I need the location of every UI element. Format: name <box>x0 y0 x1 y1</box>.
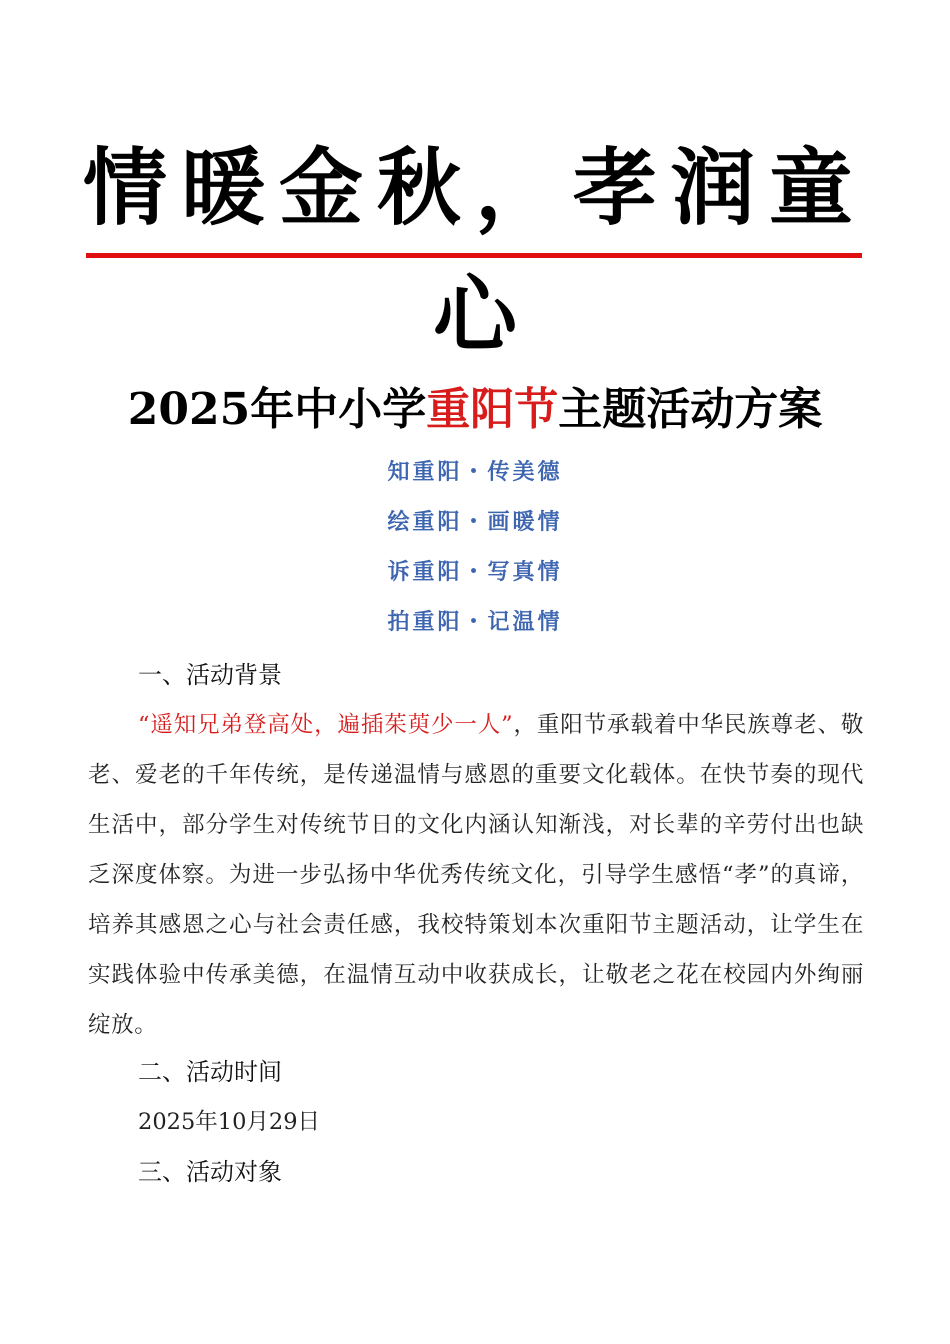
slogan-item: 拍重阳・记温情 <box>387 609 563 635</box>
subtitle <box>0 380 950 440</box>
activity-date: 2025年10月29日 <box>138 1109 321 1135</box>
background-body: ，重阳节承载着中华民族尊老、敬老、爱老的千年传统，是传递温情与感恩的重要文化载体。在快节奏的现代生活中，部分学生对传统节日的文化内涵认知渐浅，对长辈的辛劳付出也缺乏深度体察。为进一步弘扬中华优秀传统文化，引导学生感悟“孝”的真谛，培养其感恩之心与社会责任感，我校特策划本次重阳节主题活动，让学生在实践体验中传承美德，在温情互动中收获成长，让敬老之花在校园内外绚丽绽放。 <box>88 712 864 1038</box>
subtitle-highlight: 重阳节 <box>426 384 559 435</box>
slogan-list <box>0 452 950 652</box>
slogan-item: 诉重阳・写真情 <box>387 559 563 585</box>
slogan-item: 知重阳・传美德 <box>387 459 563 485</box>
slogan-item: 绘重阳・画暖情 <box>387 509 563 535</box>
poem-quote: “遥知兄弟登高处，遍插茱萸少一人” <box>138 712 514 738</box>
background-paragraph <box>88 700 864 1050</box>
subtitle-suffix: 主题活动方案 <box>558 384 823 435</box>
title-divider <box>86 253 862 258</box>
main-title-continuation: 心 <box>432 266 517 364</box>
main-title: 情暖金秋，孝润童 <box>82 139 867 237</box>
section-heading-time: 二、活动时间 <box>138 1058 282 1086</box>
subtitle-prefix: 2025年中小学 <box>127 384 427 435</box>
section-heading-background: 一、活动背景 <box>138 661 282 689</box>
section-heading-audience: 三、活动对象 <box>138 1158 282 1186</box>
